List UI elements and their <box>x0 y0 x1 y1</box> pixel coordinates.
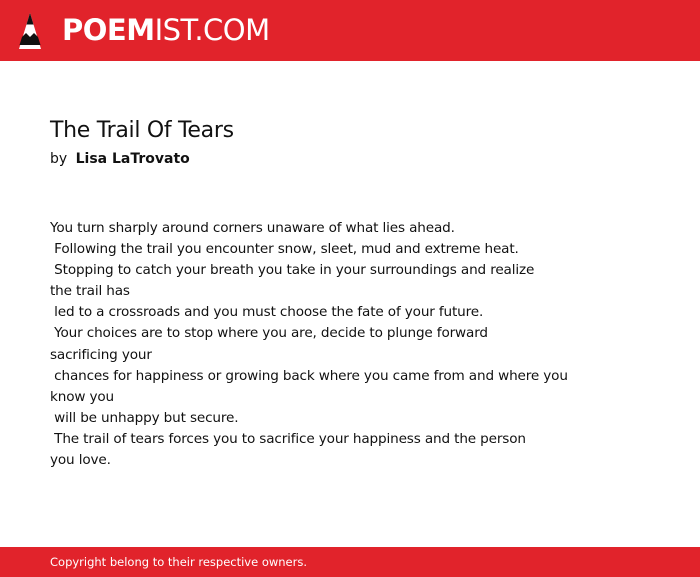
author-name[interactable]: Lisa LaTrovato <box>75 151 190 167</box>
poem-line: will be unhappy but secure. <box>50 409 239 426</box>
poem-line: Your choices are to stop where you are, decide to plunge forward <box>50 325 488 342</box>
poem-line: sacrificing your <box>50 346 152 363</box>
site-header <box>0 0 700 61</box>
poem-line: know you <box>50 388 115 405</box>
site-logo[interactable] <box>62 12 270 48</box>
poem-body <box>50 218 610 471</box>
by-label: by <box>50 151 68 167</box>
poem-line: you love. <box>50 452 111 469</box>
byline <box>50 149 190 169</box>
poem-line: the trail has <box>50 283 130 300</box>
pencil-tip-icon <box>18 11 42 51</box>
poem-line: Following the trail you encounter snow, sleet, mud and extreme heat. <box>50 241 519 258</box>
poem-title: The Trail Of Tears <box>50 118 234 143</box>
logo-bold-text: POEM <box>62 13 155 47</box>
poem-line: You turn sharply around corners unaware of what lies ahead. <box>50 220 455 236</box>
logo-light-text: IST.COM <box>154 13 270 47</box>
poem-line: led to a crossroads and you must choose the fate of your future. <box>50 304 484 321</box>
poem-line: The trail of tears forces you to sacrifice your happiness and the person <box>50 430 526 447</box>
poem-line: chances for happiness or growing back where you came from and where you <box>50 367 568 384</box>
poem-line: Stopping to catch your breath you take in your surroundings and realize <box>50 262 535 279</box>
site-footer <box>0 547 700 577</box>
copyright-notice: Copyright belong to their respective owners. <box>50 555 308 569</box>
